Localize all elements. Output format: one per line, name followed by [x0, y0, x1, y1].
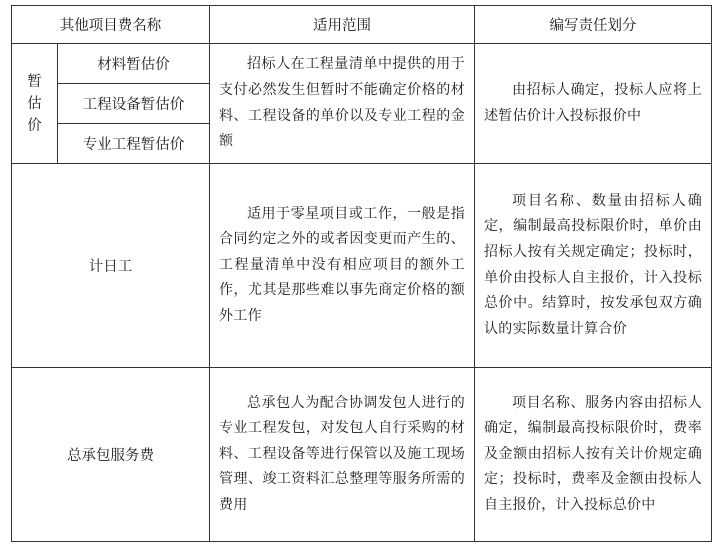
row-name-contractor-service: 总承包服务费: [12, 368, 210, 542]
row-responsibility-contractor-service: 项目名称、服务内容由招标人确定，编制最高投标限价时，费率及金额由招标人按有关计价规定确定；投标时，费率及金额由投标人自主报价，计入投标总价中: [475, 368, 712, 542]
header-row: [12, 6, 712, 44]
table-row: [12, 368, 712, 542]
group-label-char: 暂: [27, 73, 42, 90]
table-row: [12, 44, 712, 84]
other-items-fee-table: [11, 5, 712, 542]
group-label-char: 价: [27, 117, 42, 134]
sub-item-professional-works: 专业工程暂估价: [58, 124, 210, 164]
row-name-dayworks: 计日工: [12, 164, 210, 368]
provisional-estimate-group-label: [12, 44, 58, 164]
header-responsibility: 编写责任划分: [475, 6, 712, 44]
row-scope-dayworks: 适用于零星项目或工作，一般是指合同约定之外的或者因变更而产生的、工程量清单中没有相应项目的额外工作，尤其是那些难以事先商定价格的额外工作: [210, 164, 475, 368]
row-scope-contractor-service: 总承包人为配合协调发包人进行的专业工程发包，对发包人自行采购的材料、工程设备等进行保管以及施工现场管理、竣工资料汇总整理等服务所需的费用: [210, 368, 475, 542]
group-responsibility-cell: 由招标人确定，投标人应将上述暂估价计入投标报价中: [475, 44, 712, 164]
table-row: [12, 164, 712, 368]
header-fee-name: 其他项目费名称: [12, 6, 210, 44]
row-responsibility-dayworks: 项目名称、数量由招标人确定，编制最高投标限价时，单价由招标人按有关规定确定；投标时，单价由投标人自主报价，计入投标总价中。结算时，按发承包双方确认的实际数量计算合价: [475, 164, 712, 368]
sub-item-materials: 材料暂估价: [58, 44, 210, 84]
header-scope: 适用范围: [210, 6, 475, 44]
sub-item-equipment: 工程设备暂估价: [58, 84, 210, 124]
group-label-char: 估: [27, 95, 42, 112]
group-scope-cell: 招标人在工程量清单中提供的用于支付必然发生但暂时不能确定价格的材料、工程设备的单价以及专业工程的金额: [210, 44, 475, 164]
